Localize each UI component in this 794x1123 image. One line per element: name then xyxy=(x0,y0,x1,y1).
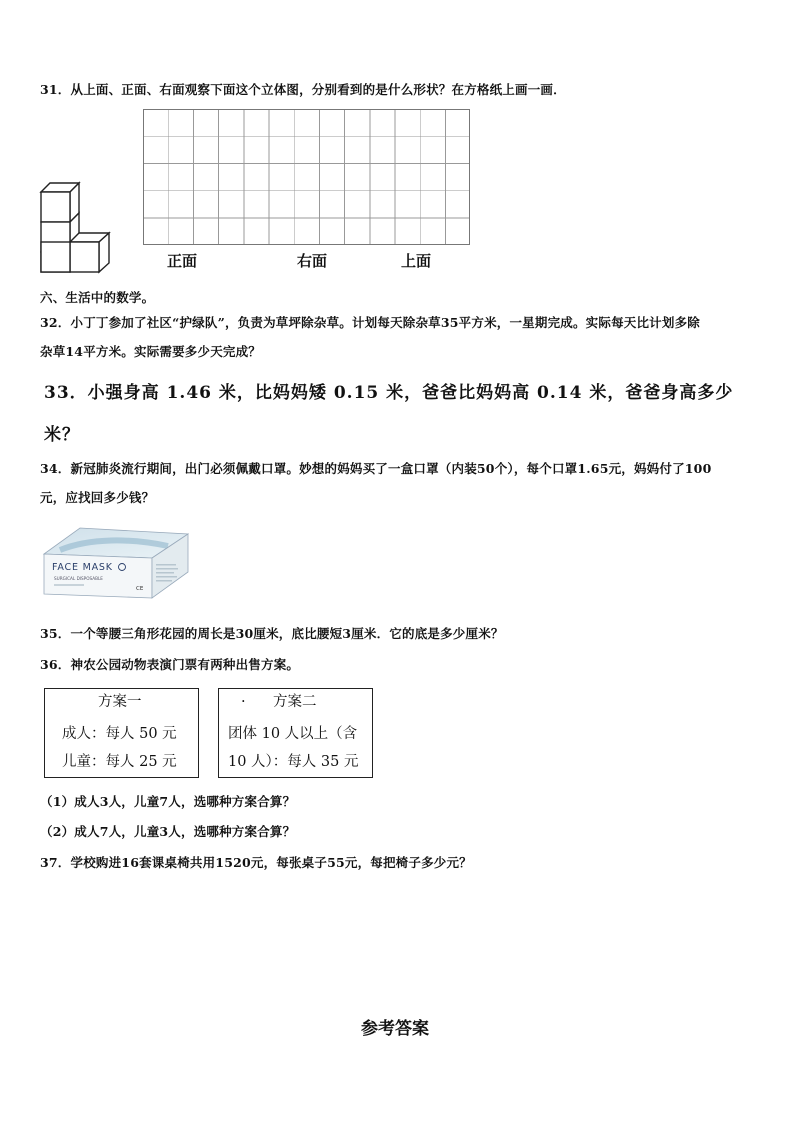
plan-2-line1: 团体 10 人以上（含 xyxy=(228,726,358,742)
grid-paper[interactable] xyxy=(143,109,470,245)
question-36-sub1: （1）成人3人，儿童7人，选哪种方案合算？ xyxy=(40,794,296,809)
plan-2-title: 方案二 xyxy=(273,694,317,710)
question-34-line1: 34．新冠肺炎流行期间，出门必须佩戴口罩。妙想的妈妈买了一盒口罩（内装50个），每个口罩1.65元，妈妈付了100 xyxy=(40,461,712,476)
question-34-line2: 元，应找回多少钱？ xyxy=(40,490,155,505)
question-36-sub2: （2）成人7人，儿童3人，选哪种方案合算？ xyxy=(40,824,296,839)
plan-2-line2: 10 人）：每人 35 元 xyxy=(228,754,359,770)
answers-title: 参考答案 xyxy=(361,1019,429,1039)
plan-1-title: 方案一 xyxy=(98,694,142,710)
mask-brand-text: FACE MASK xyxy=(52,562,113,573)
face-mask-box-image xyxy=(40,524,192,602)
question-31-text: 31．从上面、正面、右面观察下面这个立体图，分别看到的是什么形状？在方格纸上画一画． xyxy=(40,82,566,97)
mask-sub-text: SURGICAL DISPOSABLE xyxy=(54,576,103,581)
label-top-view: 上面 xyxy=(401,252,432,270)
question-36-text: 36．神农公园动物表演门票有两种出售方案。 xyxy=(40,657,300,672)
plan-1-child: 儿童：每人 25 元 xyxy=(62,754,177,770)
section-6-title: 六、生活中的数学。 xyxy=(40,290,155,305)
question-32-line1: 32．小丁丁参加了社区“护绿队”，负责为草坪除杂草。计划每天除杂草35平方米，一星期完成。实际每天比计划多除 xyxy=(40,315,700,330)
question-35-text: 35．一个等腰三角形花园的周长是30厘米，底比腰短3厘米．它的底是多少厘米？ xyxy=(40,626,504,641)
cube-figure xyxy=(38,180,112,274)
plan-2-dot: · xyxy=(241,694,246,710)
question-32-line2: 杂草14平方米。实际需要多少天完成？ xyxy=(40,344,261,359)
label-front-view: 正面 xyxy=(167,252,198,270)
plan-2-box xyxy=(218,688,373,778)
plan-1-box xyxy=(44,688,199,778)
label-right-view: 右面 xyxy=(297,252,328,270)
question-33-line1: 33．小强身高 1.46 米，比妈妈矮 0.15 米，爸爸比妈妈高 0.14 米，爸爸身高多少 xyxy=(44,383,734,403)
question-33-line2: 米？ xyxy=(44,425,80,445)
mask-ce-mark: CE xyxy=(136,586,144,592)
plan-1-adult: 成人：每人 50 元 xyxy=(62,726,177,742)
question-37-text: 37．学校购进16套课桌椅共用1520元，每张桌子55元，每把椅子多少元？ xyxy=(40,855,472,870)
